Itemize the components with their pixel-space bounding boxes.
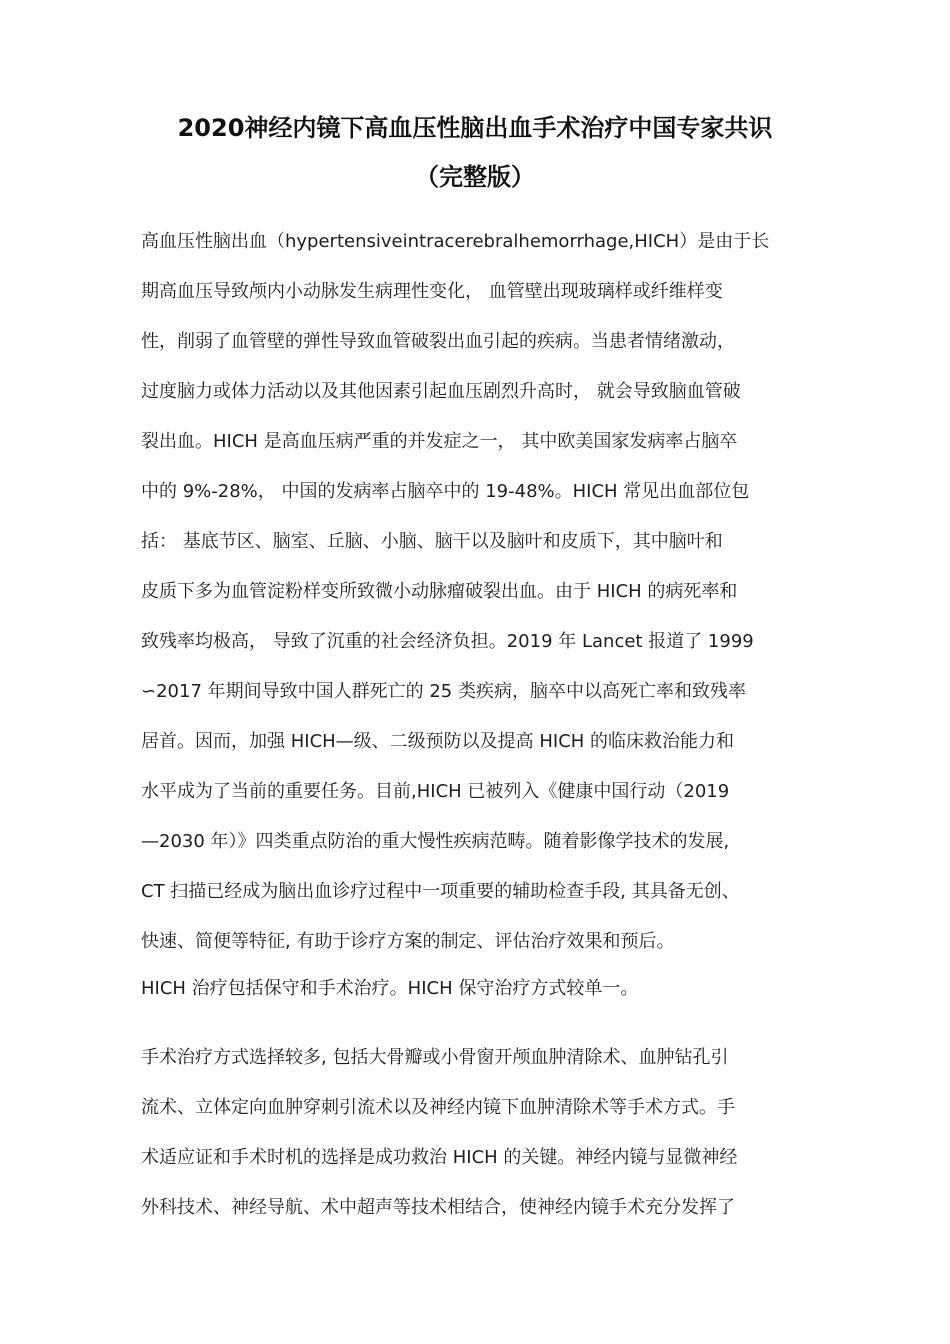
paragraph-line: 流术、立体定向血肿穿刺引流术以及神经内镜下血肿清除术等手术方式。手: [141, 1097, 735, 1118]
paragraph-line: —2030 年）》四类重点防治的重大慢性疾病范畴。随着影像学技术的发展,: [141, 831, 730, 852]
paragraph-line: 外科技术、神经导航、术中超声等技术相结合，使神经内镜手术充分发挥了: [141, 1197, 735, 1218]
paragraph-line: 手术治疗方式选择较多, 包括大骨瓣或小骨窗开颅血肿清除术、血肿钻孔引: [141, 1047, 729, 1068]
paragraph-line: 中的 9%-28%， 中国的发病率占脑卒中的 19-48%。HICH 常见出血部位包: [141, 481, 750, 502]
paragraph-line: 快速、简便等特征, 有助于诊疗方案的制定、评估治疗效果和预后。: [141, 931, 675, 952]
paragraph-line: 括： 基底节区、脑室、丘脑、小脑、脑干以及脑叶和皮质下，其中脑叶和: [141, 531, 723, 552]
paragraph-line: 水平成为了当前的重要任务。目前,HICH 已被列入《健康中国行动（2019: [141, 781, 730, 802]
paragraph-line: 居首。因而，加强 HICH—级、二级预防以及提高 HICH 的临床救治能力和: [141, 731, 735, 752]
paragraph-line: 皮质下多为血管淀粉样变所致微小动脉瘤破裂出血。由于 HICH 的病死率和: [141, 581, 738, 602]
paragraph-line: ∽2017 年期间导致中国人群死亡的 25 类疾病，脑卒中以高死亡率和致残率: [141, 681, 746, 702]
document-title: 2020神经内镜下高血压性脑出血手术治疗中国专家共识: [177, 114, 773, 142]
paragraph-line: CT 扫描已经成为脑出血诊疗过程中一项重要的辅助检查手段, 其具备无创、: [141, 881, 740, 902]
document-subtitle: （完整版）: [415, 163, 535, 191]
paragraph-line: 术适应证和手术时机的选择是成功救治 HICH 的关键。神经内镜与显微神经: [141, 1147, 738, 1168]
paragraph-line: 裂出血。HICH 是高血压病严重的并发症之一， 其中欧美国家发病率占脑卒: [141, 431, 738, 452]
paragraph-line: 致残率均极高， 导致了沉重的社会经济负担。2019 年 Lancet 报道了 1999: [141, 631, 754, 652]
paragraph-line: 高血压性脑出血（hypertensiveintracerebralhemorrhage,HICH）是由于长: [141, 231, 770, 252]
paragraph-line: 过度脑力或体力活动以及其他因素引起血压剧烈升高时， 就会导致脑血管破: [141, 381, 741, 402]
paragraph-line: 期高血压导致颅内小动脉发生病理性变化， 血管壁出现玻璃样或纤维样变: [141, 281, 723, 302]
paragraph-line: HICH 治疗包括保守和手术治疗。HICH 保守治疗方式较单一。: [141, 978, 639, 999]
paragraph-line: 性，削弱了血管壁的弹性导致血管破裂出血引起的疾病。当患者情绪激动，: [141, 331, 735, 352]
